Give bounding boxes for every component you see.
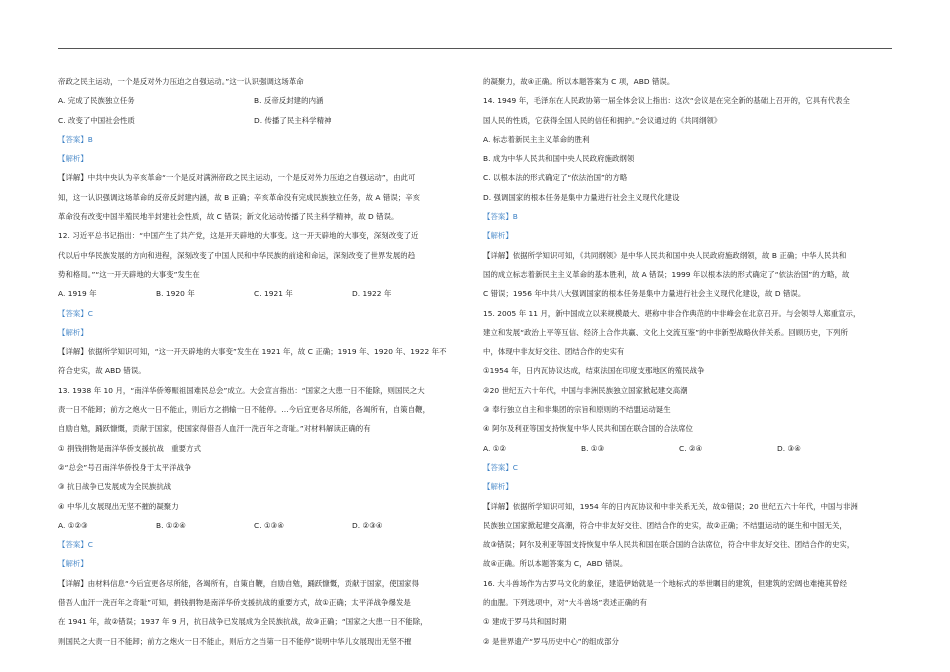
answer-option: D. 传播了民主科学精神 xyxy=(254,115,332,125)
text-line: ②20 世纪五六十年代，中国与非洲民族独立国家掀起建交高潮 xyxy=(483,385,688,395)
answer-option: C. 改变了中国社会性质 xyxy=(58,115,135,125)
answer-option: B. ①③ xyxy=(581,443,605,453)
text-line: 【详解】依据所学知识可知，《共同纲领》是中华人民共和国中央人民政府施政纲领，故 B 正确；中华人民共和 xyxy=(483,250,847,260)
answer-tag: 【答案】C xyxy=(483,462,518,472)
text-line: 则国民之大责一日不能卸；前方之炮火一日不能止，则后方之当第一日不能停”说明中华儿女展现出无坚不摧 xyxy=(58,636,412,646)
answer-option: B. ①②④ xyxy=(156,520,186,530)
text-line: ④ 中华儿女展现出无坚不摧的凝聚力 xyxy=(58,501,179,511)
text-line: 民族独立国家掀起建交高潮，符合中非友好交往、团结合作的史实，故②正确；不结盟运动的诞生和中国无关， xyxy=(483,520,847,530)
answer-tag: 【解析】 xyxy=(483,231,513,241)
answer-options xyxy=(58,91,450,110)
answer-options xyxy=(58,284,450,303)
text-line: A. 标志着新民主主义革命的胜利 xyxy=(483,134,590,144)
text-line: 12. 习近平总书记指出：“中国产生了共产党，这是开天辟地的大事变。这一开天辟地的大事变，深刻改变了近 xyxy=(58,231,419,241)
answer-tag: 【解析】 xyxy=(483,482,513,492)
text-line: ③ 抗日战争已发展成为全民族抗战 xyxy=(58,482,172,492)
text-line: 势和格局。”“这一开天辟地的大事变”发生在 xyxy=(58,269,200,279)
answer-option: A. 完成了民族独立任务 xyxy=(58,96,135,106)
answer-options xyxy=(58,111,450,130)
text-line: B. 成为中华人民共和国中央人民政府施政纲领 xyxy=(483,154,635,164)
answer-option: A. 1919 年 xyxy=(58,289,97,299)
text-line: 的血腥。下列选项中，对“大斗兽场”表述正确的有 xyxy=(483,598,648,608)
text-line: 革命没有改变中国半殖民地半封建社会性质，故 C 错误；新文化运动传播了民主科学精神，故 D 错误。 xyxy=(58,212,399,222)
answer-tag: 【答案】B xyxy=(58,134,93,144)
text-line: ④ 阿尔及利亚等国支持恢复中华人民共和国在联合国的合法席位 xyxy=(483,424,693,434)
left-column xyxy=(58,72,450,651)
answer-tag: 【答案】B xyxy=(483,212,518,222)
text-line: D. 强调国家的根本任务是集中力量进行社会主义现代化建设 xyxy=(483,192,680,202)
answer-option: D. ③④ xyxy=(777,443,801,453)
text-line: ① 建成于罗马共和国时期 xyxy=(483,617,567,627)
answer-option: C. 1921 年 xyxy=(254,289,293,299)
answer-option: C. ①③④ xyxy=(254,520,285,530)
text-line: 借吾人血汗一洗百年之奇耻”可知，捐钱捐物是南洋华侨支援抗战的重要方式，故①正确；太平洋战争爆发是 xyxy=(58,598,411,608)
answer-option: C. ②④ xyxy=(679,443,703,453)
text-line: 国人民的性质，它获得全国人民的信任和拥护。”会议通过的《共同纲领》 xyxy=(483,115,722,125)
text-line: 自励自勉，踊跃慷慨，贡献于国家，使国家得借吾人血汗一洗百年之奇耻。”对材料解读正确的有 xyxy=(58,424,371,434)
text-line: 帝政之民主运动，一个是反对外力压迫之自强运动。”这一认识强调这场革命 xyxy=(58,77,304,86)
answer-option: D. 1922 年 xyxy=(352,289,392,299)
text-line: 符合史实，故 ABD 错误。 xyxy=(58,366,146,376)
text-line: ① 捐钱捐物是南洋华侨支援抗战 重要方式 xyxy=(58,443,202,453)
answer-tag: 【解析】 xyxy=(58,327,88,337)
text-line: ③ 奉行独立自主和非集团的宗旨和原则的不结盟运动诞生 xyxy=(483,405,671,415)
text-line: 14. 1949 年，毛泽东在人民政协第一届全体会议上指出：这次“会议是在完全新的基础上召开的，它具有代表全 xyxy=(483,96,850,106)
text-line: 【详解】依据所学知识可知，“这一开天辟地的大事变”发生在 1921 年，故 C 正确；1919 年、1920 年、1922 年不 xyxy=(58,347,447,357)
answer-tag: 【答案】C xyxy=(58,540,93,550)
answer-option: B. 反帝反封建的内涵 xyxy=(254,96,324,106)
text-line: 责一日不能卸；前方之炮火一日不能止，则后方之捐输一日不能停。…今后宜更各尽所能，各竭所有，自策自鞭， xyxy=(58,405,431,415)
text-line: 故④正确。所以本题答案为 C，ABD 错误。 xyxy=(483,559,628,569)
text-line: 15. 2005 年 11 月，新中国成立以来规模最大、堪称中非合作典范的中非峰会在北京召开。与会领导人郑重宣示， xyxy=(483,308,861,318)
answer-option: D. ②③④ xyxy=(352,520,383,530)
answer-options xyxy=(483,439,875,458)
answer-option: B. 1920 年 xyxy=(156,289,195,299)
text-line: C. 以根本法的形式确定了“依法治国”的方略 xyxy=(483,173,628,183)
right-column xyxy=(483,72,875,651)
header-rule xyxy=(58,48,892,49)
answer-tag: 【答案】C xyxy=(58,308,93,318)
text-line: 在 1941 年，故②错误；1937 年 9 月，抗日战争已发展成为全民族抗战，故③正确；“国家之大患一日不能除， xyxy=(58,617,428,627)
text-line: 16. 大斗兽场作为古罗马文化的象征，建造伊始就是一个地标式的举世瞩目的建筑，但建筑的宏阔也难掩其曾经 xyxy=(483,578,848,588)
text-line: 13. 1938 年 10 月，“南洋华侨筹赈祖国难民总会”成立。大会宣言指出：“国家之大患一日不能除，则国民之大 xyxy=(58,385,425,395)
text-line: 故③错误；阿尔及利亚等国支持恢复中华人民共和国在联合国的合法席位，符合中非友好交往、团结合作的史实， xyxy=(483,540,855,550)
answer-options xyxy=(58,516,450,535)
text-line: ② 是世界遗产“罗马历史中心”的组成部分 xyxy=(483,636,619,646)
text-line: 知，这一认识强调这场革命的反帝反封建内涵，故 B 正确；辛亥革命没有完成民族独立任务，故 A 错误；辛亥 xyxy=(58,192,421,202)
answer-tag: 【解析】 xyxy=(58,559,88,569)
text-line: ①1954 年，日内瓦协议达成，结束法国在印度支那地区的殖民战争 xyxy=(483,366,705,376)
text-line: 【详解】由材料信息“今后宜更各尽所能，各竭所有，自策自鞭，自励自勉，踊跃慷慨，贡献于国家，使国家得 xyxy=(58,578,420,588)
text-line: 的凝聚力，故④正确。所以本题答案为 C 项，ABD 错误。 xyxy=(483,77,675,86)
text-line: ②“总会”号召南洋华侨投身于太平洋战争 xyxy=(58,462,192,472)
answer-tag: 【解析】 xyxy=(58,154,88,164)
text-line: 中，体现中非友好交往、团结合作的史实有 xyxy=(483,347,625,357)
text-line: C 错误；1956 年中共八大强调国家的根本任务是集中力量进行社会主义现代化建设，故 D 错误。 xyxy=(483,289,806,299)
text-line: 【详解】依据所学知识可知，1954 年的日内瓦协议和中非关系无关，故①错误；20 世纪五六十年代，中国与非洲 xyxy=(483,501,858,511)
text-line: 【详解】中共中央认为辛亥革命“一个是反对满洲帝政之民主运动，一个是反对外力压迫之自强运动”，由此可 xyxy=(58,173,416,183)
text-line: 国的成立标志着新民主主义革命的基本胜利，故 A 错误；1999 年以根本法的形式确定了“依法治国”的方略，故 xyxy=(483,269,850,279)
answer-option: A. ①② xyxy=(483,443,507,453)
answer-option: A. ①②③ xyxy=(58,520,88,530)
text-line: 建立和发展“政治上平等互信、经济上合作共赢、文化上交流互鉴”的中非新型战略伙伴关系。回顾历史，下列所 xyxy=(483,327,848,337)
text-line: 代以后中华民族发展的方向和进程，深刻改变了中国人民和中华民族的前途和命运，深刻改变了世界发展的趋 xyxy=(58,250,416,260)
